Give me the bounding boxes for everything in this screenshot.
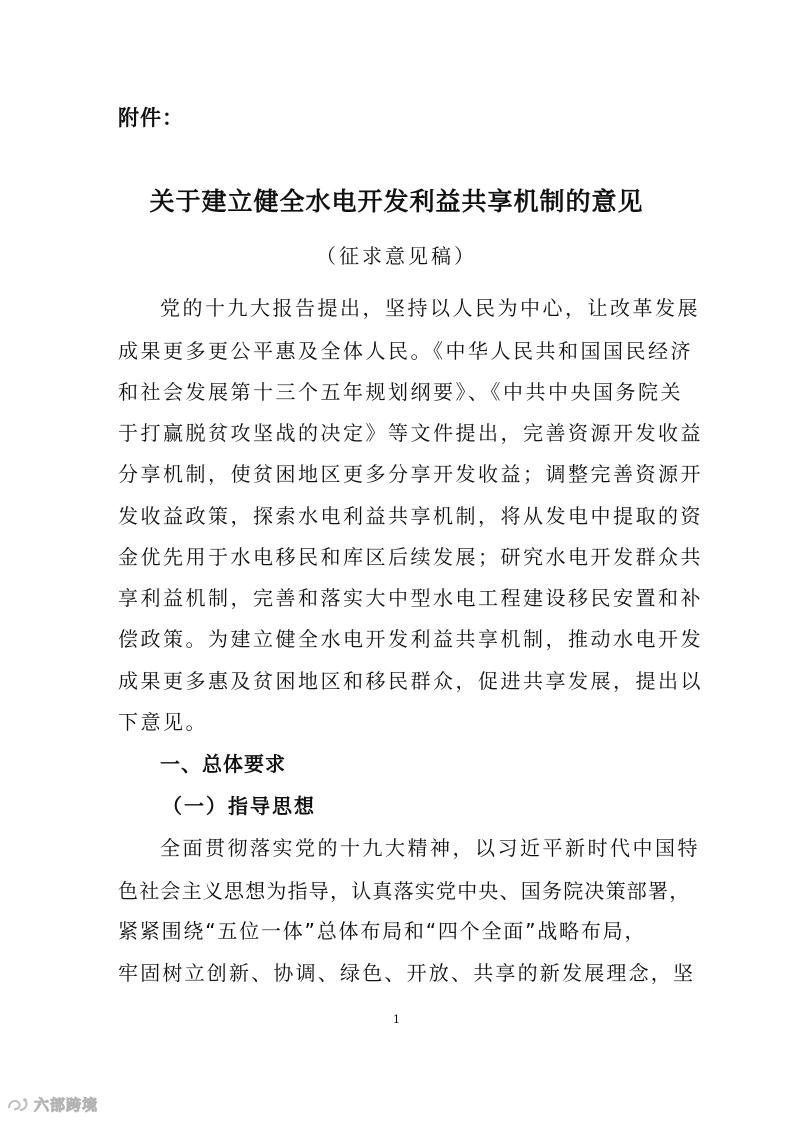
document-title: 关于建立健全水电开发利益共享机制的意见 — [149, 187, 644, 216]
paragraph1-line: 享利益机制，完善和落实大中型水电工程建设移民安置和补 — [118, 586, 703, 610]
paragraph2-line: 色社会主义思想为指导，认真落实党中央、国务院决策部署， — [118, 879, 691, 903]
paragraph2-line: 牢固树立创新、协调、绿色、开放、共享的新发展理念，坚 — [118, 961, 696, 985]
section-heading: 一、总体要求 — [160, 752, 286, 776]
paragraph1-line: 分享机制，使贫困地区更多分享开发收益；调整完善资源开 — [118, 462, 703, 486]
paragraph1-line: 金优先用于水电移民和库区后续发展；研究水电开发群众共 — [118, 545, 703, 569]
paragraph1-line: 成果更多更公平惠及全体人民。《中华人民共和国国民经济 — [118, 339, 693, 363]
page-number: 1 — [393, 1013, 400, 1026]
watermark-text: 六部跨境 — [34, 1096, 99, 1114]
paragraph1-line: 偿政策。为建立健全水电开发利益共享机制，推动水电开发 — [118, 627, 703, 651]
paragraph1-line: 发收益政策，探索水电利益共享机制，将从发电中提取的资 — [118, 504, 703, 528]
paragraph1-line: 和社会发展第十三个五年规划纲要》、《中共中央国务院关 — [118, 380, 683, 404]
paragraph2-line: 全面贯彻落实党的十九大精神，以习近平新时代中国特 — [160, 836, 700, 860]
paragraph1-line: 党的十九大报告提出，坚持以人民为中心，让改革发展 — [160, 296, 700, 320]
attachment-label: 附件： — [118, 106, 184, 130]
document-subtitle: （征求意见稿） — [316, 244, 477, 268]
watermark — [6, 1094, 98, 1115]
paragraph2-line: 紧紧围绕“五位一体”总体布局和“四个全面”战略布局， — [118, 919, 647, 943]
paragraph1-line: 成果更多惠及贫困地区和移民群众，促进共享发展，提出以 — [118, 669, 703, 693]
watermark-logo-icon — [6, 1096, 30, 1114]
paragraph1-line: 于打赢脱贫攻坚战的决定》等文件提出，完善资源开发收益 — [118, 421, 703, 445]
subsection-heading: （一）指导思想 — [162, 794, 316, 818]
paragraph1-line: 下意见。 — [118, 710, 208, 734]
